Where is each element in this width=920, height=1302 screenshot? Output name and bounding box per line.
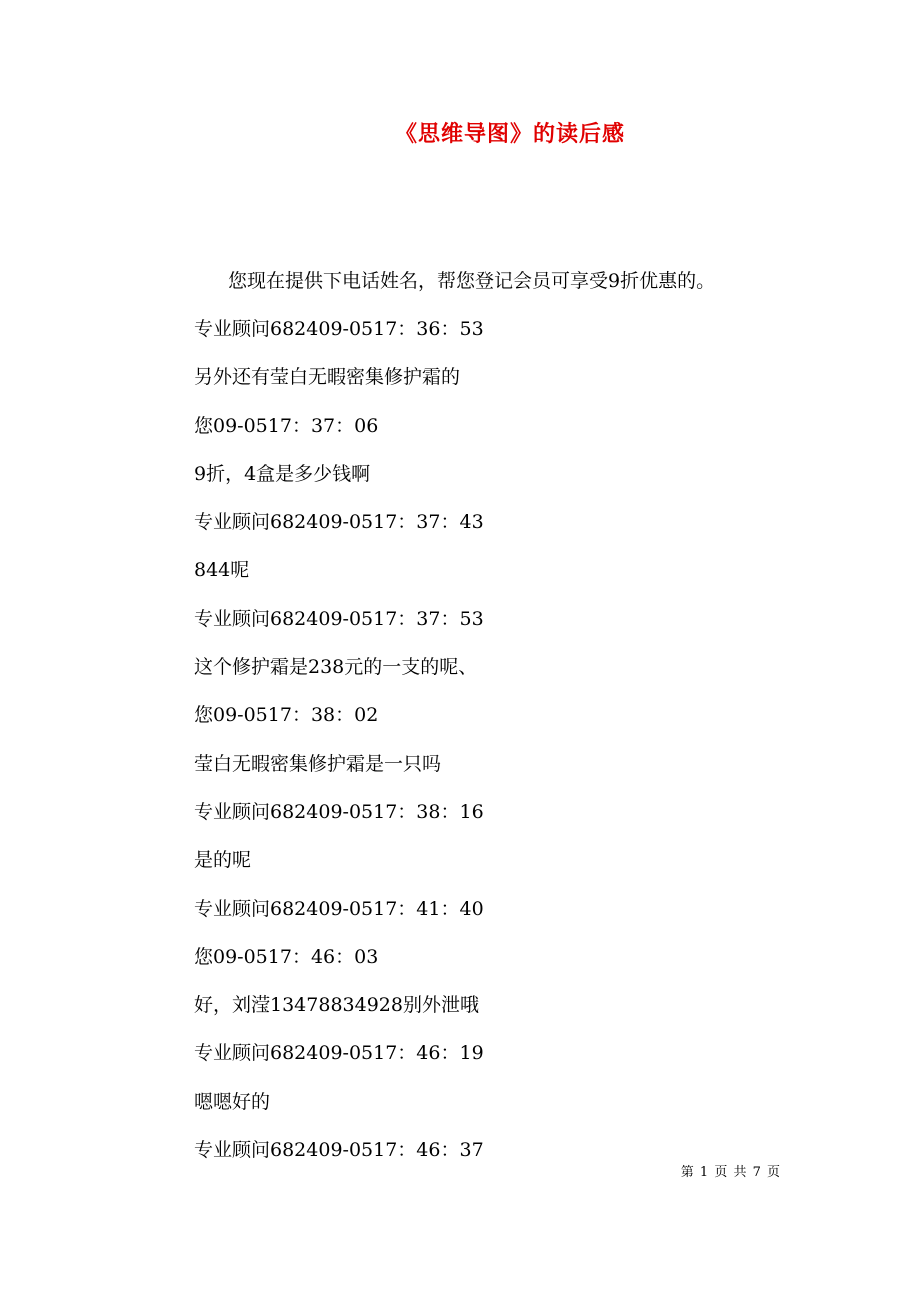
chat-line: 专业顾问682409-0517：46：37 bbox=[194, 1139, 484, 1162]
chat-line: 您09-0517：46：03 bbox=[194, 945, 379, 968]
chat-line: 是的呢 bbox=[194, 849, 252, 872]
chat-line: 您09-0517：38：02 bbox=[194, 704, 379, 727]
chat-line: 另外还有莹白无暇密集修护霜的 bbox=[194, 366, 461, 389]
chat-line: 专业顾问682409-0517：46：19 bbox=[194, 1042, 484, 1065]
chat-line: 莹白无暇密集修护霜是一只吗 bbox=[194, 752, 442, 775]
chat-line: 专业顾问682409-0517：37：43 bbox=[194, 511, 484, 534]
chat-line: 嗯嗯好的 bbox=[194, 1090, 271, 1113]
chat-line: 好，刘滢13478834928别外泄哦 bbox=[194, 994, 479, 1017]
intro-paragraph: 您现在提供下电话姓名，帮您登记会员可享受9折优惠的。 bbox=[228, 270, 716, 292]
chat-line: 专业顾问682409-0517：37：53 bbox=[194, 607, 484, 630]
document-title: 《思维导图》的读后感 bbox=[394, 122, 625, 147]
page-number: 第 1 页 共 7 页 bbox=[680, 1165, 781, 1180]
chat-line: 您09-0517：37：06 bbox=[194, 414, 379, 437]
chat-line: 专业顾问682409-0517：38：16 bbox=[194, 800, 484, 823]
chat-line: 9折，4盒是多少钱啊 bbox=[194, 462, 371, 485]
chat-log bbox=[194, 312, 814, 1181]
chat-line: 这个修护霜是238元的一支的呢、 bbox=[194, 656, 478, 679]
chat-line: 专业顾问682409-0517：41：40 bbox=[194, 897, 484, 920]
chat-line: 专业顾问682409-0517：36：53 bbox=[194, 318, 484, 340]
chat-line: 844呢 bbox=[194, 559, 250, 582]
